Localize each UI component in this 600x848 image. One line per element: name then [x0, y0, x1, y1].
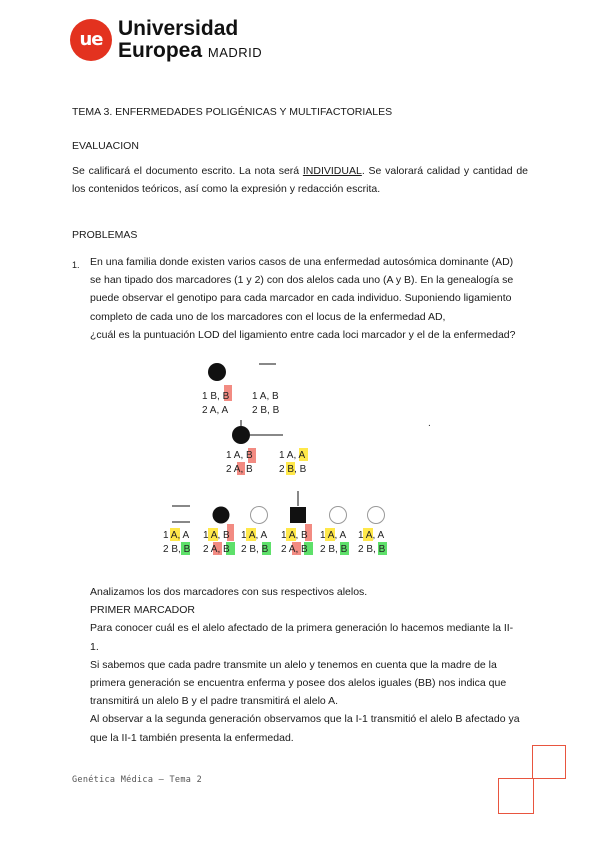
document-title: TEMA 3. ENFERMEDADES POLIGÉNICAS Y MULTIFACTORIALES — [72, 106, 393, 118]
evaluacion-text — [72, 162, 528, 198]
analysis-text — [90, 583, 528, 747]
analysis-line: que la II-1 también presenta la enfermedad. — [90, 731, 294, 744]
gen3-1-marker2: 2 B, B — [163, 544, 191, 555]
page-footer: Genética Médica – Tema 2 — [72, 775, 203, 785]
gen3-3-marker2: 2 B, B — [241, 544, 269, 555]
gen3-4-marker1: 1 A, B — [281, 530, 308, 541]
logo-line-1: Universidad — [118, 17, 239, 40]
problem-line: puede observar el genotipo para cada marcador en cada individuo. Suponiendo ligamiento — [90, 292, 512, 305]
problem-line: completo de cada uno de los marcadores con el locus de la enfermedad AD, — [90, 310, 446, 323]
gen1-2-marker1: 1 A, B — [252, 391, 279, 402]
problem-statement — [90, 253, 528, 344]
analysis-line: transmitirá un alelo B y el padre transmitirá el alelo A. — [90, 695, 339, 708]
gen3-3-unaffected — [251, 507, 268, 524]
gen2-1-marker1: 1 A, B — [226, 450, 253, 461]
analysis-line: primera generación se encuentra enferma y posee dos alelos iguales (BB) nos indica que — [90, 677, 507, 690]
gen3-3-marker1: 1 A, A — [241, 530, 268, 541]
stray-dot: . — [428, 418, 431, 429]
gen3-6-marker1: 1 A, A — [358, 530, 385, 541]
analysis-line: Si sabemos que cada padre transmite un alelo y tenemos en cuenta que la madre de la — [90, 658, 497, 671]
gen3-6-unaffected — [368, 507, 385, 524]
ue-logo-mark: ue — [70, 19, 112, 61]
gen3-2-affected — [213, 507, 230, 524]
decor-square-top — [532, 745, 566, 779]
problem-line: ¿cuál es la puntuación LOD del ligamiento entre cada loci marcador y el de la enfermedad? — [90, 328, 516, 341]
gen3-4-marker2: 2 A, B — [281, 544, 308, 555]
evaluacion-underlined: INDIVIDUAL — [302, 165, 362, 177]
logo-line-2-suffix: MADRID — [207, 45, 263, 60]
gen3-1-marker1: 1 A, A — [163, 530, 190, 541]
gen1-mother-affected — [208, 363, 226, 381]
gen3-5-marker1: 1 A, A — [320, 530, 347, 541]
problem-number: 1. — [72, 260, 80, 270]
evaluacion-heading: EVALUACION — [72, 140, 139, 152]
analysis-line: PRIMER MARCADOR — [90, 604, 196, 617]
gen2-1-affected — [232, 426, 250, 444]
evaluacion-text-before: Se calificará el documento escrito. La nota será — [72, 165, 303, 177]
gen3-6-marker2: 2 B, B — [358, 544, 386, 555]
analysis-line: Al observar a la segunda generación observamos que la I-1 transmitió el alelo B afectado ya — [90, 713, 520, 726]
logo-line-2 — [118, 40, 262, 61]
gen1-2-marker2: 2 B, B — [252, 405, 280, 416]
decor-square-bottom — [498, 778, 534, 814]
gen1-1-marker1: 1 B, B — [202, 391, 230, 402]
problemas-heading: PROBLEMAS — [72, 229, 138, 241]
gen2-1-marker2: 2 A, B — [226, 464, 253, 475]
analysis-line: Para conocer cuál es el alelo afectado de la primera generación lo hacemos mediante la II- — [90, 622, 514, 635]
university-logo — [70, 18, 262, 61]
gen2-2-marker1: 1 A, A — [279, 450, 306, 461]
gen3-5-marker2: 2 B, B — [320, 544, 348, 555]
gen3-2-marker1: 1 A, B — [203, 530, 230, 541]
problem-line: En una familia donde existen varios casos de una enfermedad autosómica dominante (AD) — [90, 256, 514, 268]
gen3-4-affected-male — [290, 507, 306, 523]
logo-wordmark — [118, 18, 262, 61]
gen3-2-marker2: 2 A, B — [203, 544, 230, 555]
gen3-5-unaffected — [330, 507, 347, 524]
analysis-line: Analizamos los dos marcadores con sus respectivos alelos. — [90, 586, 368, 598]
pedigree-diagram — [0, 350, 600, 570]
gen2-2-marker2: 2 B, B — [279, 464, 307, 475]
problem-line: se han tipado dos marcadores (1 y 2) con dos alelos cada uno (A y B). En la genealogía se — [90, 274, 514, 287]
evaluacion-text-after: . Se valorará calidad y cantidad de los contenidos teóricos, así como la expresión y redacción escrita. — [72, 165, 528, 195]
analysis-line: 1. — [90, 640, 99, 653]
logo-line-2-main: Europea — [118, 39, 203, 62]
gen1-1-marker2: 2 A, A — [202, 405, 229, 416]
